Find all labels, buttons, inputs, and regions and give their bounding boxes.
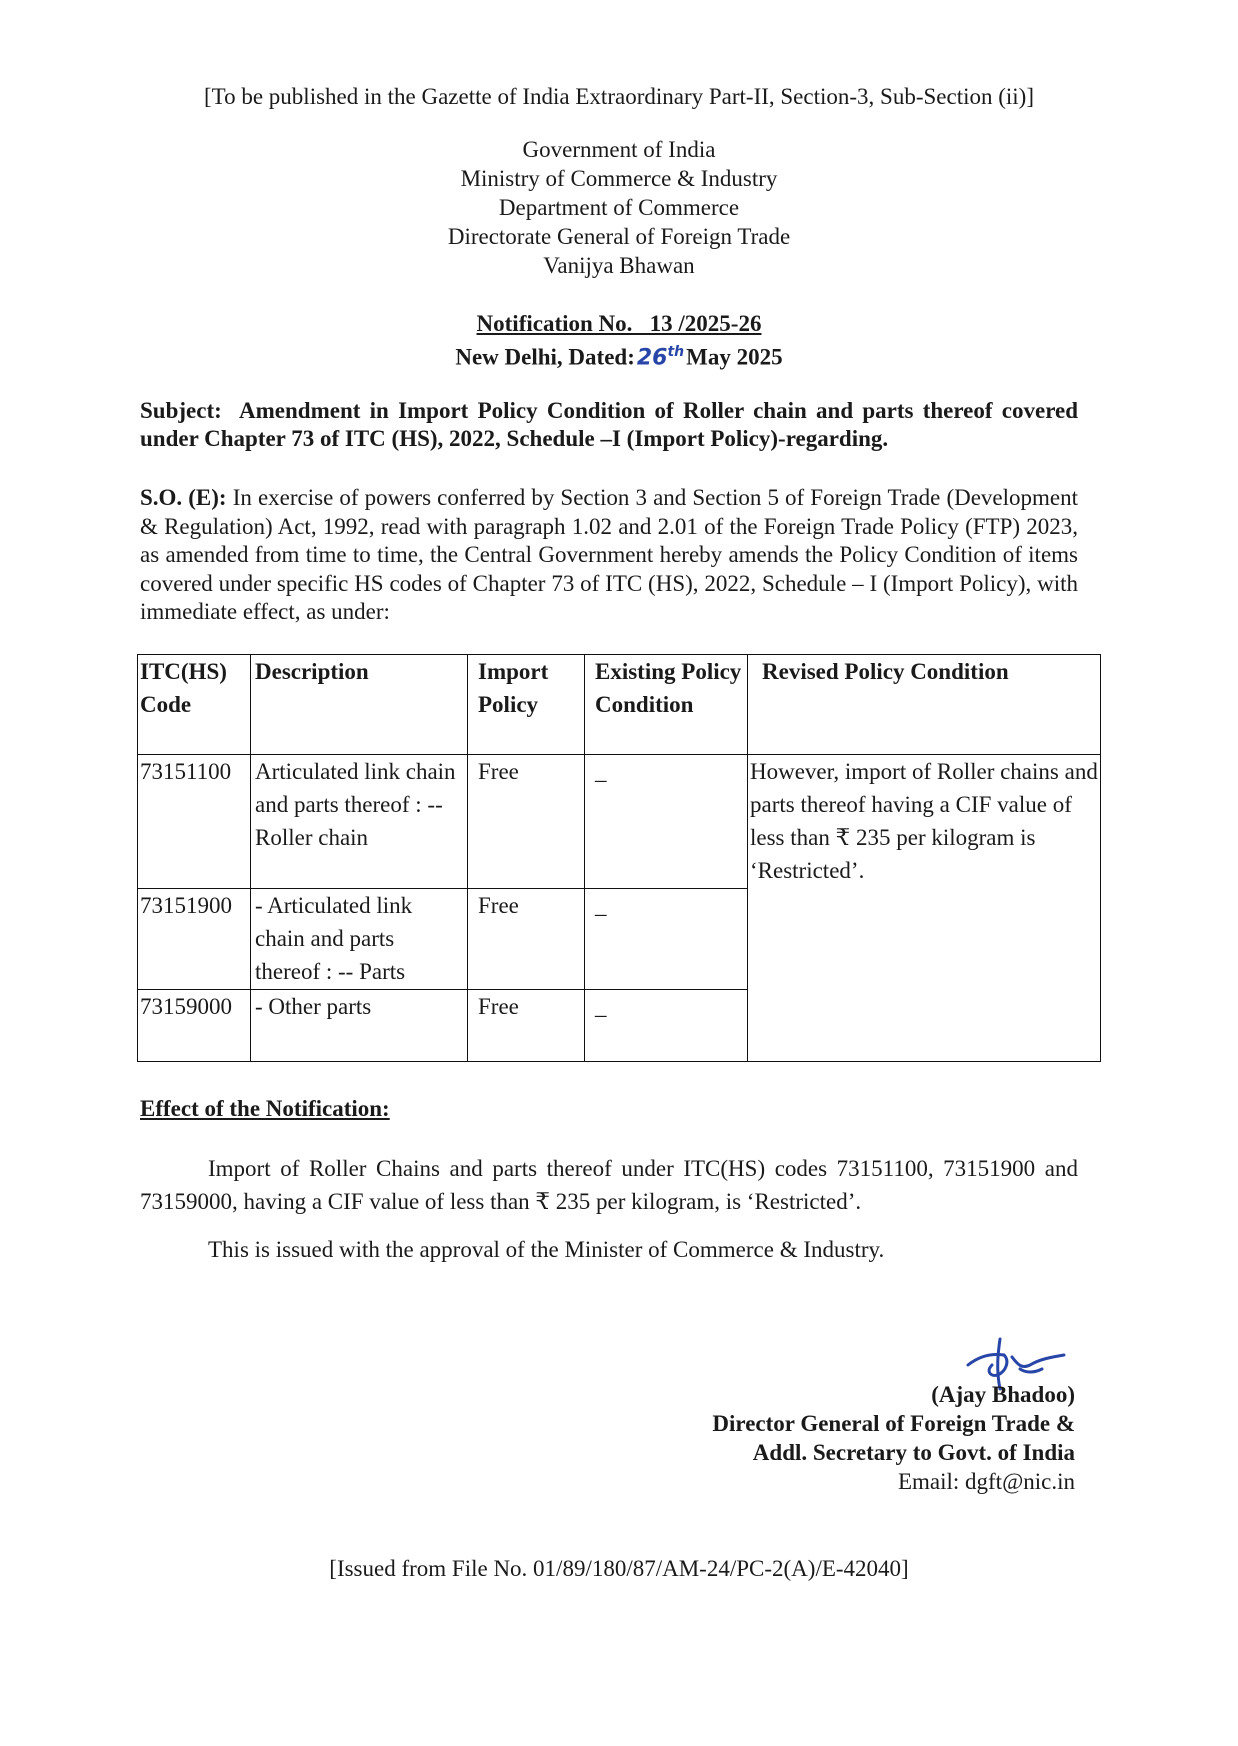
date-suffix: May 2025	[686, 344, 783, 370]
cell-existing-condition: _	[585, 889, 748, 990]
header-line-ministry: Ministry of Commerce & Industry	[460, 166, 778, 191]
subject-label: Subject:	[140, 398, 222, 423]
cell-existing-condition: _	[585, 990, 748, 1062]
header-code: ITC(HS) Code	[138, 655, 251, 755]
header-line-government: Government of India	[522, 137, 716, 162]
table-header-row	[138, 655, 1101, 755]
approval-line: This is issued with the approval of the Minister of Commerce & Industry.	[208, 1237, 885, 1262]
subject-paragraph	[140, 397, 1078, 453]
signatory-block	[712, 1380, 1075, 1496]
effect-heading: Effect of the Notification:	[140, 1096, 390, 1121]
cell-code: 73151100	[138, 755, 251, 889]
notification-title	[0, 309, 1238, 372]
so-label: S.O. (E):	[140, 485, 227, 510]
cell-code: 73151900	[138, 889, 251, 990]
signatory-designation: Director General of Foreign Trade &	[712, 1411, 1075, 1436]
cell-revised-condition: However, import of Roller chains and parts thereof having a CIF value of less than ₹ 235 per kilogram is ‘Restricted’.	[748, 755, 1101, 1062]
signatory-secretary: Addl. Secretary to Govt. of India	[752, 1440, 1075, 1465]
signatory-name: (Ajay Bhadoo)	[931, 1382, 1075, 1407]
file-number: [Issued from File No. 01/89/180/87/AM-24/PC-2(A)/E-42040]	[329, 1556, 909, 1581]
cell-code: 73159000	[138, 990, 251, 1062]
notification-date	[0, 338, 1238, 372]
table-row	[138, 755, 1101, 889]
cell-description: Articulated link chain and parts thereof : -- Roller chain	[251, 755, 468, 889]
gazette-line: [To be published in the Gazette of India Extraordinary Part-II, Section-3, Sub-Section (ii)]	[204, 84, 1034, 109]
issuing-authority	[0, 135, 1238, 280]
header-line-directorate: Directorate General of Foreign Trade	[447, 224, 791, 249]
cell-import-policy: Free	[468, 755, 585, 889]
signatory-email: Email: dgft@nic.in	[897, 1469, 1075, 1494]
cell-import-policy: Free	[468, 990, 585, 1062]
cell-description: - Other parts	[251, 990, 468, 1062]
effect-paragraph: Import of Roller Chains and parts thereof under ITC(HS) codes 73151100, 73151900 and 73159000, having a CIF value of less than ₹ 235 per kilogram, is ‘Restricted’.	[140, 1156, 1078, 1214]
so-paragraph	[140, 484, 1078, 627]
so-text: In exercise of powers conferred by Section 3 and Section 5 of Foreign Trade (Development & Regulation) Act, 1992, read with paragraph 1.02 and 2.01 of the Foreign Trade Policy (FTP) 2023, as amended from time to time, the Central Government hereby amends the Policy Condition of items covered under specific HS codes of Chapter 73 of ITC (HS), 2022, Schedule – I (Import Policy), with immediate effect, as under:	[140, 485, 1079, 624]
cell-description: - Articulated link chain and parts thereof : -- Parts	[251, 889, 468, 990]
cell-existing-condition: _	[585, 755, 748, 889]
header-description: Description	[251, 655, 468, 755]
header-line-building: Vanijya Bhawan	[543, 253, 695, 278]
date-prefix: New Delhi, Dated:	[455, 344, 635, 370]
header-import-policy: Import Policy	[468, 655, 585, 755]
header-line-department: Department of Commerce	[498, 195, 740, 220]
handwritten-date: 26th	[636, 344, 685, 371]
policy-table	[137, 654, 1101, 1062]
cell-import-policy: Free	[468, 889, 585, 990]
notification-number: Notification No. 13 /2025-26	[476, 311, 762, 336]
subject-text: Amendment in Import Policy Condition of Roller chain and parts thereof covered under Chapter 73 of ITC (HS), 2022, Schedule –I (Import Policy)-regarding.	[140, 398, 1078, 451]
header-existing-condition: Existing Policy Condition	[585, 655, 748, 755]
header-revised-condition: Revised Policy Condition	[748, 655, 1101, 755]
